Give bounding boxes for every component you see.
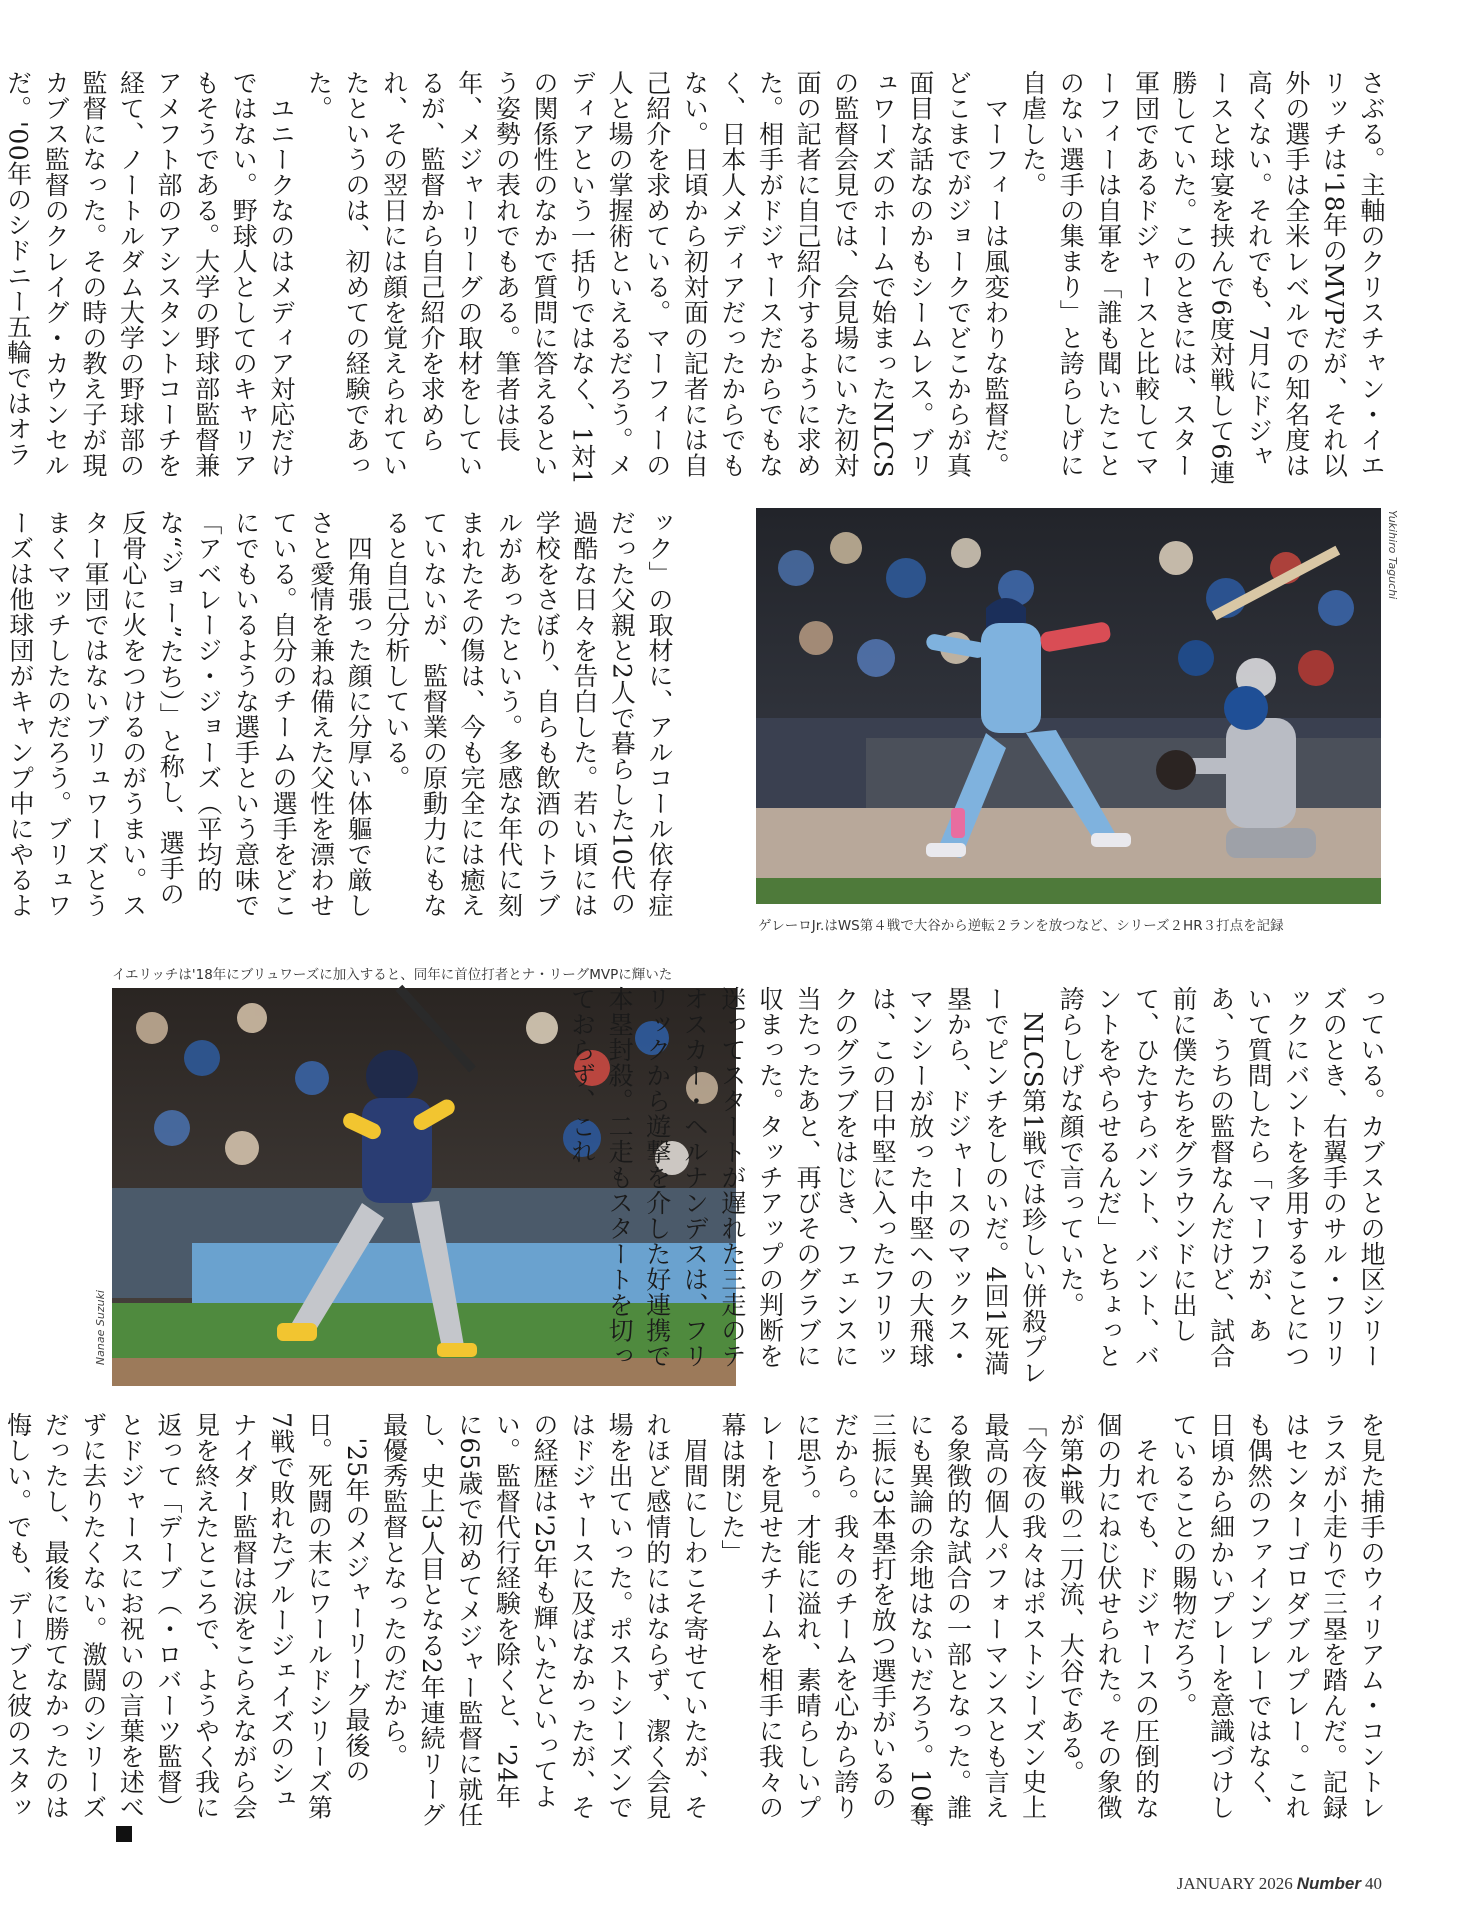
footer-month: JANUARY 2026 bbox=[1176, 1874, 1293, 1893]
article-column-top: さぶる。主軸のクリスチャン・イエリッチは'18年のMVPだが、それ以外の選手は全米レベルでの知名度は高くない。それでも、7月にドジャースと球宴を挟んで6度対戦して6連勝していた。このときには、スター軍団であるドジャースと比較してマーフィーは自軍を「誰も聞いたことのない選手の集まり」と誇らしげに自虐した。 マーフィーは風変わりな監督だ。どこまでがジョークでどこからが真面目な話なのかもシームレス。ブリュワーズのホームで始まったNLCSの監督会見では、会見場にいた初対面の記者に自己紹介するように求めた。相手がドジャースだからでもなく、日本人メディアだったからでもない。日頃から初対面の記者には自己紹介を求めている。マーフィーの人と場の掌握術といえるだろう。メディアという一括りではなく、1対1の関係性のなかで質問に答えるという姿勢の表れでもある。筆者は長年、メジャーリーグの取材をしているが、監督から自己紹介を求められ、その翌日には顔を覚えられていたというのは、初めての経験であった。 ユニークなのはメディア対応だけではない。野球人としてのキャリアもそうである。大学の野球部監督兼アメフト部のアシスタントコーチを経て、ノートルダム大学の野球部の監督になった。その時の教え子が現カブス監督のクレイグ・カウンセルだ。'00年のシドニー五輪ではオラ bbox=[3, 70, 1386, 486]
photo1-credit: Yukihiro Taguchi bbox=[1386, 510, 1399, 600]
photo-guerrero-batting bbox=[756, 508, 1381, 904]
article-column-bottom: を見た捕手のウィリアム・コントレラスが小走りで三塁を踏んだ。記録はセンターゴロダブルプレー。これも偶然のファインプレーではなく、日頃から細かいプレーを意識づけしていることの賜物だろう。 それでも、ドジャースの圧倒的な個の力にねじ伏せられた。その象徴が第4戦の二刀流、大谷である。 「今夜の我々はポストシーズン史上最高の個人パフォーマンスとも言える象徴的な試合の一部となった。誰にも異論の余地はないだろう。10奪三振に3本塁打を放つ選手がいるのだから。我々のチームを心から誇りに思う。才能に溢れ、素晴らしいプレーを見せたチームを相手に我々の幕は閉じた」 眉間にしわこそ寄せていたが、それほど感情的にはならず、潔く会見場を出ていった。ポストシーズンではドジャースに及ばなかったが、その経歴は'25年も輝いたといってよい。監督代行経験を除くと、'24年に65歳で初めてメジャー監督に就任し、史上3人目となる2年連続リーグ最優秀監督となったのだから。 '25年のメジャーリーグ最後の日。死闘の末にワールドシリーズ第7戦で敗れたブルージェイズのシュナイダー監督は涙をこらえながら会見を終えたところで、ようやく我に返って「デーブ（・ロバーツ監督）とドジャースにお祝いの言葉を述べずに去りたくない。激闘のシリーズだったし、最後に勝てなかったのは悔しい。でも、デーブと彼のスタッ bbox=[3, 1412, 1386, 1828]
article-column-mid-left: ック」の取材に、アルコール依存症だった父親と2人で暮らした10代の過酷な日々を告白した。若い頃には学校をさぼり、自らも飲酒のトラブルがあったという。多感な年代に刻まれたその傷は、今も完全には癒えていないが、監督業の原動力にもなると自己分析している。 四角張った顔に分厚い体軀で厳しさと愛情を兼ね備えた父性を漂わせている。自分のチームの選手をどこにでもいるような選手という意味で「アベレージ・ジョーズ（平均的な“ジョー”たち）」と称し、選手の反骨心に火をつけるのがうまい。スター軍団ではないブリュワーズとうまくマッチしたのだろう。ブリュワーズは他球団がキャンプ中にやるよ bbox=[5, 510, 674, 918]
photo2-credit: Nanae Suzuki bbox=[94, 1290, 107, 1366]
photo-guerrero-image bbox=[756, 508, 1381, 904]
article-column-mid-right: っている。カブスとの地区シリーズのとき、右翼手のサル・フリリックにバントを多用することについて質問したら「マーフが、ああ、うちの監督なんだけど、試合前に僕たちをグラウンドに出して、ひたすらバント、バント、バントをやらせるんだ」とちょっと誇らしげな顔で言っていた。 NLCS第1戦では珍しい併殺プレーでピンチをしのいだ。4回1死満塁から、ドジャースのマックス・マンシーが放った中堅への大飛球は、この日中堅に入ったフリリックのグラブをはじき、フェンスに当たったあと、再びそのグラブに収まった。タッチアップの判断を迷ってスタートが遅れた三走のテオスカー・ヘルナンデスは、フリリックから遊撃を介した好連携で本塁封殺。二走もスタートを切っておらず、これ bbox=[567, 986, 1386, 1386]
article-end-mark bbox=[116, 1826, 132, 1842]
page-footer bbox=[1177, 1874, 1382, 1894]
photo1-caption: ゲレーロJr.はWS第４戦で大谷から逆転２ランを放つなど、シリーズ２HR３打点を記録 bbox=[758, 918, 1284, 934]
photo2-caption: イエリッチは'18年にブリュワーズに加入すると、同年に首位打者とナ・リーグMVPに輝いた bbox=[112, 967, 673, 983]
footer-page-number: 40 bbox=[1365, 1874, 1382, 1893]
footer-brand: Number bbox=[1296, 1874, 1361, 1893]
